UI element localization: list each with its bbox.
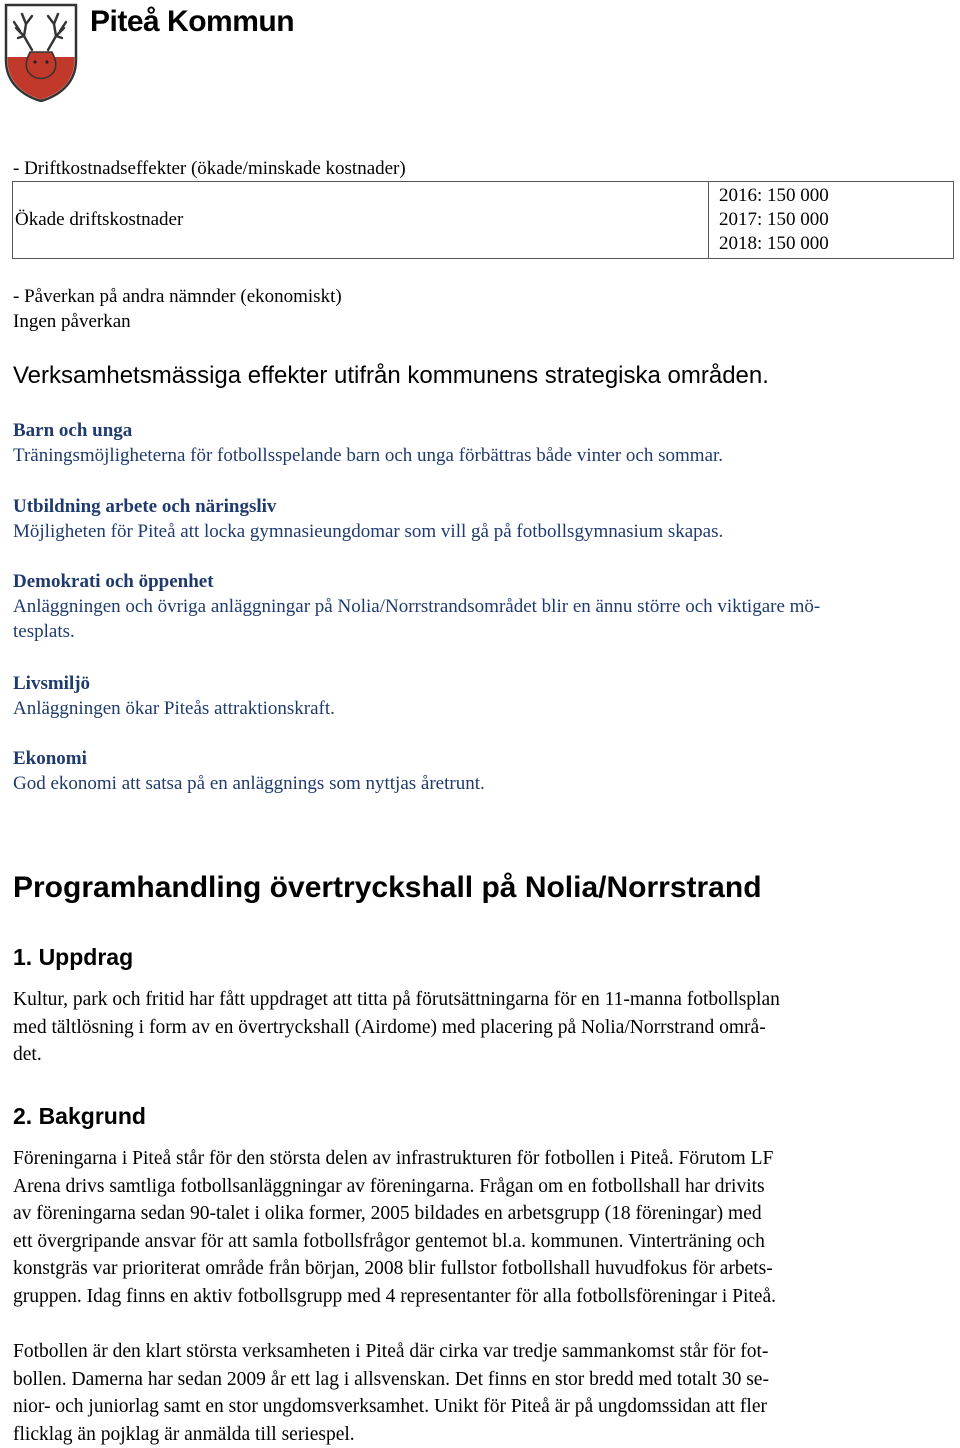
area-text: Möjligheten för Piteå att locka gymnasieungdomar som vill gå på fotbollsgymnasium skapas. xyxy=(13,521,724,542)
paragraph-line: Fotbollen är den klart största verksamheten i Piteå där cirka var tredje sammankomst står för fot- xyxy=(13,1341,769,1362)
paragraph-line: det. xyxy=(13,1044,42,1066)
cost-row-label: Ökade driftskostnader xyxy=(13,182,709,259)
cost-value: 2017: 150 000 xyxy=(719,209,829,230)
cost-values xyxy=(709,182,954,259)
paragraph-line: Föreningarna i Piteå står för den största delen av infrastrukturen för fotbollen i Piteå. Förutom LF xyxy=(13,1148,774,1169)
area-title: Barn och unga xyxy=(13,420,133,441)
area-title: Ekonomi xyxy=(13,748,87,769)
table-row xyxy=(13,182,954,259)
strategic-heading: Verksamhetsmässiga effekter utifrån kommunens strategiska områden. xyxy=(13,362,769,389)
area-text: Anläggningen ökar Piteås attraktionskraft. xyxy=(13,698,335,719)
area-text: Anläggningen och övriga anläggningar på Nolia/Norrstrandsområdet blir en ännu större och viktigare mö- xyxy=(13,596,821,617)
area-text: tesplats. xyxy=(13,621,75,642)
coat-of-arms-logo xyxy=(2,2,80,102)
area-title: Demokrati och öppenhet xyxy=(13,571,214,592)
paragraph xyxy=(13,1338,958,1448)
cost-value: 2016: 150 000 xyxy=(719,185,829,206)
other-boards-heading: - Påverkan på andra nämnder (ekonomiskt) xyxy=(13,286,342,307)
program-title: Programhandling övertryckshall på Nolia/Norrstrand xyxy=(13,871,762,904)
paragraph-line: av föreningarna sedan 90-talet i olika former, 2005 bildades en arbetsgrupp (18 föreningar) med xyxy=(13,1203,762,1225)
area-title: Utbildning arbete och näringsliv xyxy=(13,496,277,517)
paragraph-line: ett övergripande ansvar för att samla fotbollsfrågor gentemot bl.a. kommunen. Vinterträning och xyxy=(13,1230,765,1252)
paragraph-line: flicklag än pojklag är anmälda till seriespel. xyxy=(13,1423,355,1445)
paragraph-line: gruppen. Idag finns en aktiv fotbollsgrupp med 4 representanter för alla fotbollsföreningar i Piteå. xyxy=(13,1285,776,1307)
paragraph xyxy=(13,1145,958,1311)
area-title: Livsmiljö xyxy=(13,673,91,694)
paragraph xyxy=(13,986,958,1069)
section-heading: 2. Bakgrund xyxy=(13,1103,146,1129)
cost-value: 2018: 150 000 xyxy=(719,233,829,254)
paragraph-line: Arena drivs samtliga fotbollsanläggningar av föreningarna. Frågan om en fotbollshall har drivits xyxy=(13,1175,765,1197)
paragraph-line: konstgräs var prioriterat område från början, 2008 blir fullstor fotbollshall huvudfokus för arbets- xyxy=(13,1258,773,1280)
area-text: Träningsmöjligheterna för fotbollsspelande barn och unga förbättras både vinter och sommar. xyxy=(13,445,724,466)
cost-heading: - Driftkostnadseffekter (ökade/minskade kostnader) xyxy=(13,158,406,179)
area-text: God ekonomi att satsa på en anläggnings som nyttjas åretrunt. xyxy=(13,773,485,794)
paragraph-line: nior- och juniorlag samt en stor ungdomsverksamhet. Unikt för Piteå är på ungdomssidan att fler xyxy=(13,1396,767,1418)
paragraph-line: med tältlösning i form av en övertryckshall (Airdome) med placering på Nolia/Norrstrand områ- xyxy=(13,1016,766,1038)
org-name: Piteå Kommun xyxy=(90,5,295,38)
other-boards-text: Ingen påverkan xyxy=(13,311,131,332)
cost-table xyxy=(12,181,954,259)
paragraph-line: bollen. Damerna har sedan 2009 år ett lag i allsvenskan. Det finns en stor bredd med totalt 30 se- xyxy=(13,1368,769,1390)
paragraph-line: Kultur, park och fritid har fått uppdraget att titta på förutsättningarna för en 11-manna fotbollsplan xyxy=(13,989,780,1010)
section-heading: 1. Uppdrag xyxy=(13,944,134,970)
